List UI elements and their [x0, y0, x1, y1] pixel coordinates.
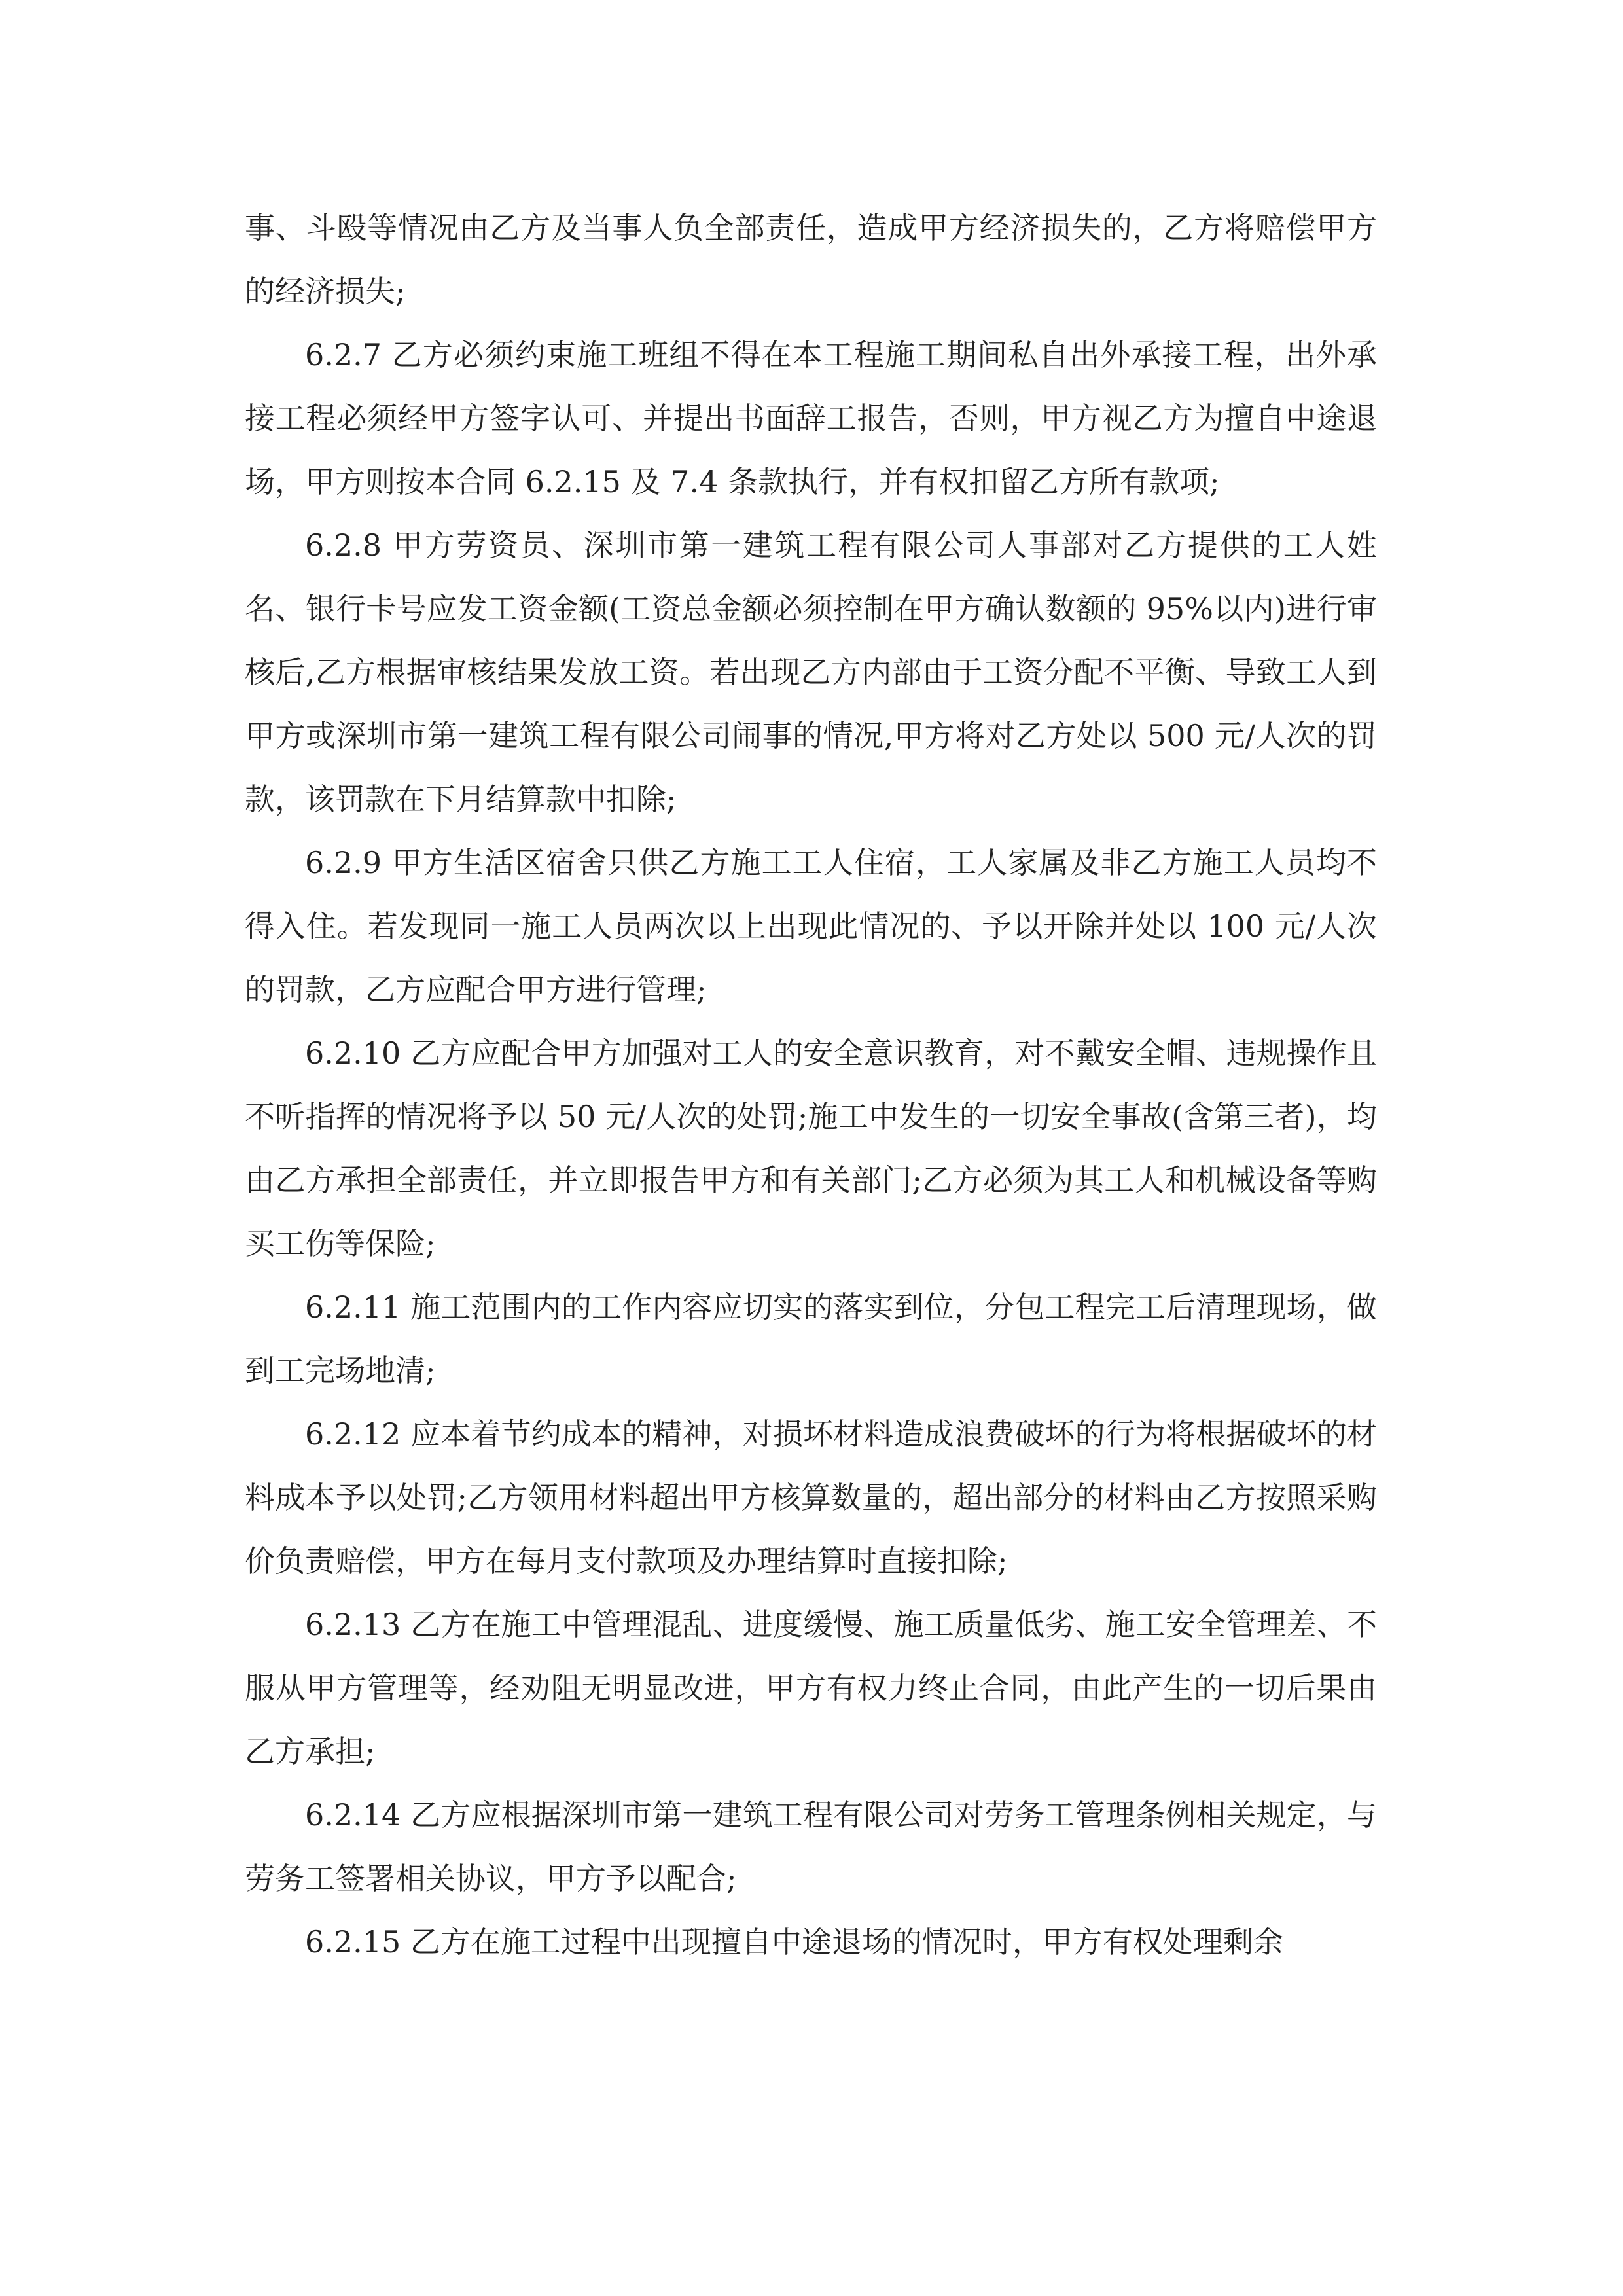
- clause-6-2-14: 6.2.14 乙方应根据深圳市第一建筑工程有限公司对劳务工管理条例相关规定，与劳务工签署相关协议，甲方予以配合;: [245, 1797, 1377, 1896]
- clause-6-2-10: 6.2.10 乙方应配合甲方加强对工人的安全意识教育，对不戴安全帽、违规操作且不听指挥的情况将予以 50 元/人次的处罚;施工中发生的一切安全事故(含第三者)，均由乙方承担全部责任，并立即报告甲方和有关部门;乙方必须为其工人和机械设备等购买工伤等保险;: [245, 1035, 1377, 1261]
- paragraph-continuation: 事、斗殴等情况由乙方及当事人负全部责任，造成甲方经济损失的，乙方将赔偿甲方的经济损失;: [245, 210, 1377, 309]
- document-body: [245, 196, 1377, 1974]
- clause-6-2-13: 6.2.13 乙方在施工中管理混乱、进度缓慢、施工质量低劣、施工安全管理差、不服从甲方管理等，经劝阻无明显改进，甲方有权力终止合同，由此产生的一切后果由乙方承担;: [245, 1607, 1377, 1769]
- clause-6-2-7: 6.2.7 乙方必须约束施工班组不得在本工程施工期间私自出外承接工程，出外承接工程必须经甲方签字认可、并提出书面辞工报告，否则，甲方视乙方为擅自中途退场，甲方则按本合同 6.2.15 及 7.4 条款执行，并有权扣留乙方所有款项;: [245, 337, 1377, 499]
- clause-6-2-9: 6.2.9 甲方生活区宿舍只供乙方施工工人住宿，工人家属及非乙方施工人员均不得入住。若发现同一施工人员两次以上出现此情况的、予以开除并处以 100 元/人次的罚款，乙方应配合甲方进行管理;: [245, 845, 1377, 1007]
- clause-6-2-11: 6.2.11 施工范围内的工作内容应切实的落实到位，分包工程完工后清理现场，做到工完场地清;: [245, 1289, 1377, 1388]
- clause-6-2-8: 6.2.8 甲方劳资员、深圳市第一建筑工程有限公司人事部对乙方提供的工人姓名、银行卡号应发工资金额(工资总金额必须控制在甲方确认数额的 95%以内)进行审核后,乙方根据审核结果发放工资。若出现乙方内部由于工资分配不平衡、导致工人到甲方或深圳市第一建筑工程有限公司闹事的情况,甲方将对乙方处以 500 元/人次的罚款，该罚款在下月结算款中扣除;: [245, 528, 1377, 817]
- clause-6-2-15: 6.2.15 乙方在施工过程中出现擅自中途退场的情况时，甲方有权处理剩余: [305, 1924, 1283, 1960]
- clause-6-2-12: 6.2.12 应本着节约成本的精神，对损坏材料造成浪费破坏的行为将根据破坏的材料成本予以处罚;乙方领用材料超出甲方核算数量的，超出部分的材料由乙方按照采购价负责赔偿，甲方在每月支付款项及办理结算时直接扣除;: [245, 1416, 1377, 1579]
